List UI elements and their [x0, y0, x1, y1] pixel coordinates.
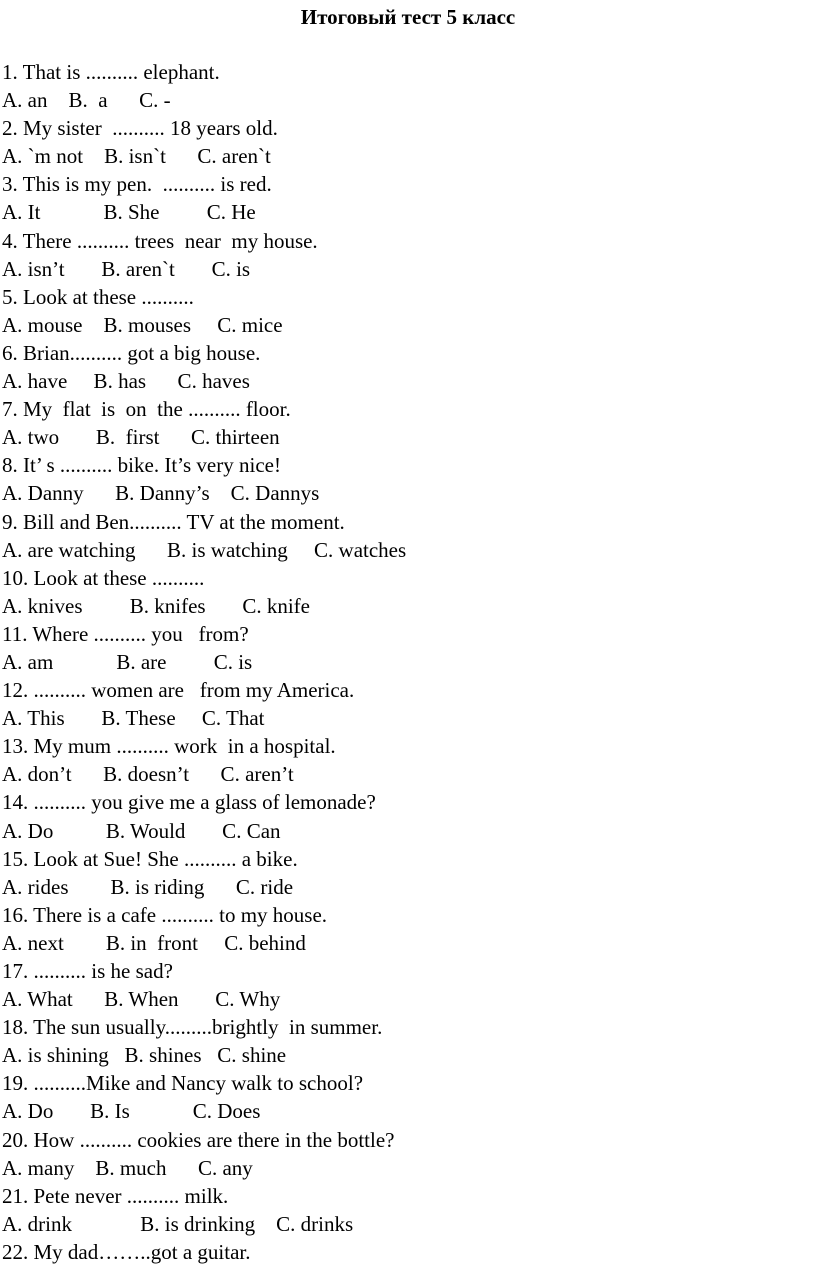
answer-options-line: A. drink B. is drinking C. drinks	[2, 1211, 354, 1236]
question-line: 18. The sun usually.........brightly in summer.	[2, 1015, 383, 1040]
page-title: Итоговый тест 5 класс	[300, 5, 516, 29]
answer-options-line: A. am B. are C. is	[2, 649, 253, 674]
answer-options-line: A. mouse B. mouses C. mice	[2, 312, 283, 337]
answer-options-line: A. What B. When C. Why	[2, 987, 281, 1012]
answer-options-line: A. Danny B. Danny’s C. Dannys	[2, 481, 320, 506]
question-line: 16. There is a cafe .......... to my house.	[2, 902, 328, 927]
question-line: 11. Where .......... you from?	[2, 621, 249, 646]
answer-options-line: A. many B. much C. any	[2, 1155, 253, 1180]
question-line: 20. How .......... cookies are there in the bottle?	[2, 1127, 395, 1152]
question-line: 3. This is my pen. .......... is red.	[2, 172, 272, 197]
question-line: 5. Look at these ..........	[2, 284, 194, 309]
test-question-list	[2, 58, 406, 1266]
question-line: 12. .......... women are from my America.	[2, 678, 355, 703]
answer-options-line: A. two B. first C. thirteen	[2, 425, 280, 450]
question-line: 14. .......... you give me a glass of lemonade?	[2, 790, 376, 815]
question-line: 4. There .......... trees near my house.	[2, 228, 318, 253]
answer-options-line: A. don’t B. doesn’t C. aren’t	[2, 762, 294, 787]
question-line: 10. Look at these ..........	[2, 565, 205, 590]
question-line: 17. .......... is he sad?	[2, 959, 173, 983]
question-line: 22. My dad……..got a guitar.	[2, 1239, 251, 1264]
answer-options-line: A. next B. in front C. behind	[2, 930, 306, 955]
question-line: 13. My mum .......... work in a hospital.	[2, 734, 336, 759]
question-line: 19. ..........Mike and Nancy walk to school?	[2, 1071, 364, 1096]
answer-options-line: A. knives B. knifes C. knife	[2, 593, 310, 618]
answer-options-line: A. have B. has C. haves	[2, 369, 250, 394]
question-line: 7. My flat is on the .......... floor.	[2, 397, 291, 422]
question-line: 15. Look at Sue! She .......... a bike.	[2, 846, 298, 871]
answer-options-line: A. It B. She C. He	[2, 200, 256, 225]
answer-options-line: A. This B. These C. That	[2, 706, 265, 731]
question-line: 21. Pete never .......... milk.	[2, 1183, 229, 1208]
answer-options-line: A. Do B. Is C. Does	[2, 1099, 261, 1124]
answer-options-line: A. isn’t B. aren`t C. is	[2, 256, 251, 281]
answer-options-line: A. an B. a C. -	[2, 88, 171, 113]
answer-options-line: A. rides B. is riding C. ride	[2, 874, 294, 899]
question-line: 1. That is .......... elephant.	[2, 60, 220, 84]
question-line: 6. Brian.......... got a big house.	[2, 340, 261, 365]
answer-options-line: A. `m not B. isn`t C. aren`t	[2, 144, 271, 169]
answer-options-line: A. are watching B. is watching C. watches	[2, 537, 407, 562]
question-line: 8. It’ s .......... bike. It’s very nice!	[2, 453, 281, 478]
answer-options-line: A. is shining B. shines C. shine	[2, 1043, 287, 1068]
question-line: 2. My sister .......... 18 years old.	[2, 116, 278, 141]
question-line: 9. Bill and Ben.......... TV at the moment.	[2, 509, 345, 534]
answer-options-line: A. Do B. Would C. Can	[2, 818, 281, 843]
